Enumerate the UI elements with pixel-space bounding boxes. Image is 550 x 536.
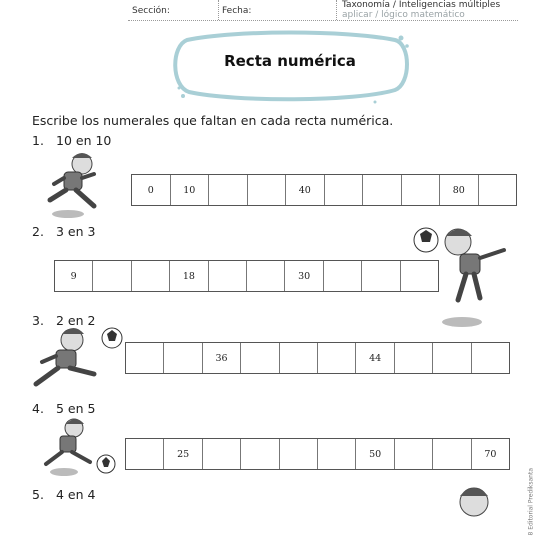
number-cell[interactable]: 40 <box>286 175 325 205</box>
dribbling-kid-icon <box>34 416 118 478</box>
number-cell[interactable] <box>402 175 441 205</box>
taxonomy-value: aplicar / lógico matemático <box>342 10 465 20</box>
number-cell[interactable] <box>433 439 471 469</box>
number-cell[interactable]: 70 <box>484 448 497 460</box>
kicking-kid-icon <box>410 220 514 330</box>
number-cell[interactable]: 25 <box>164 439 202 469</box>
taxonomy-label: Taxonomía / Inteligencias múltiples <box>342 0 501 10</box>
header-divider <box>218 0 219 20</box>
exercise-step: 4 en 4 <box>56 487 96 502</box>
number-cell[interactable] <box>280 343 318 373</box>
number-line <box>54 260 439 292</box>
exercise-step: 2 en 2 <box>56 313 96 328</box>
kid-head-icon <box>452 482 496 518</box>
number-cell[interactable]: 9 <box>55 261 93 291</box>
number-line <box>125 342 510 374</box>
number-cell[interactable]: 80 <box>440 175 479 205</box>
number-cell[interactable] <box>318 343 356 373</box>
number-cell[interactable] <box>241 343 279 373</box>
instruction-text: Escribe los numerales que faltan en cada recta numérica. <box>32 113 394 128</box>
exercise-step: 3 en 3 <box>56 224 96 239</box>
number-cell[interactable]: 50 <box>356 439 394 469</box>
exercise-label <box>32 487 95 502</box>
number-cell[interactable] <box>318 439 356 469</box>
publisher-credit: 8 Editorial Prediksanta <box>528 468 535 536</box>
number-cell[interactable] <box>241 439 279 469</box>
exercise-number: 3. <box>32 313 44 328</box>
exercise-step: 10 en 10 <box>56 133 112 148</box>
number-cell[interactable] <box>132 261 170 291</box>
number-cell[interactable]: 10 <box>171 175 210 205</box>
section-label: Sección: <box>132 6 170 16</box>
number-cell[interactable] <box>362 261 400 291</box>
number-line <box>125 438 510 470</box>
number-cell[interactable]: 36 <box>203 343 241 373</box>
exercise-number: 5. <box>32 487 44 502</box>
number-cell[interactable]: 18 <box>170 261 208 291</box>
number-cell[interactable] <box>93 261 131 291</box>
exercise-number: 4. <box>32 401 44 416</box>
number-cell[interactable] <box>203 439 241 469</box>
number-cell[interactable] <box>248 175 287 205</box>
number-cell[interactable]: 44 <box>356 343 394 373</box>
number-cell[interactable] <box>479 175 517 205</box>
number-cell[interactable]: 0 <box>132 175 171 205</box>
exercise-label <box>32 224 95 239</box>
exercise-number: 1. <box>32 133 44 148</box>
header-divider <box>336 0 337 20</box>
number-cell[interactable]: 30 <box>285 261 323 291</box>
number-cell[interactable] <box>324 261 362 291</box>
header-rule <box>128 20 518 21</box>
exercise-label <box>32 401 95 416</box>
number-cell[interactable] <box>247 261 285 291</box>
running-kid-icon <box>36 148 108 220</box>
number-cell[interactable] <box>395 439 433 469</box>
number-cell[interactable] <box>472 343 509 373</box>
number-cell[interactable] <box>363 175 402 205</box>
number-cell[interactable] <box>164 343 202 373</box>
exercise-number: 2. <box>32 224 44 239</box>
number-cell[interactable] <box>126 439 164 469</box>
number-cell[interactable] <box>209 175 248 205</box>
number-cell[interactable] <box>280 439 318 469</box>
number-cell[interactable] <box>126 343 164 373</box>
running-kid-icon <box>30 322 126 394</box>
number-cell[interactable] <box>433 343 471 373</box>
number-cell[interactable] <box>395 343 433 373</box>
number-line <box>131 174 517 206</box>
date-label: Fecha: <box>222 6 252 16</box>
number-cell[interactable] <box>325 175 364 205</box>
page-title: Recta numérica <box>224 52 356 70</box>
number-cell[interactable] <box>209 261 247 291</box>
exercise-step: 5 en 5 <box>56 401 96 416</box>
exercise-label <box>32 133 111 148</box>
